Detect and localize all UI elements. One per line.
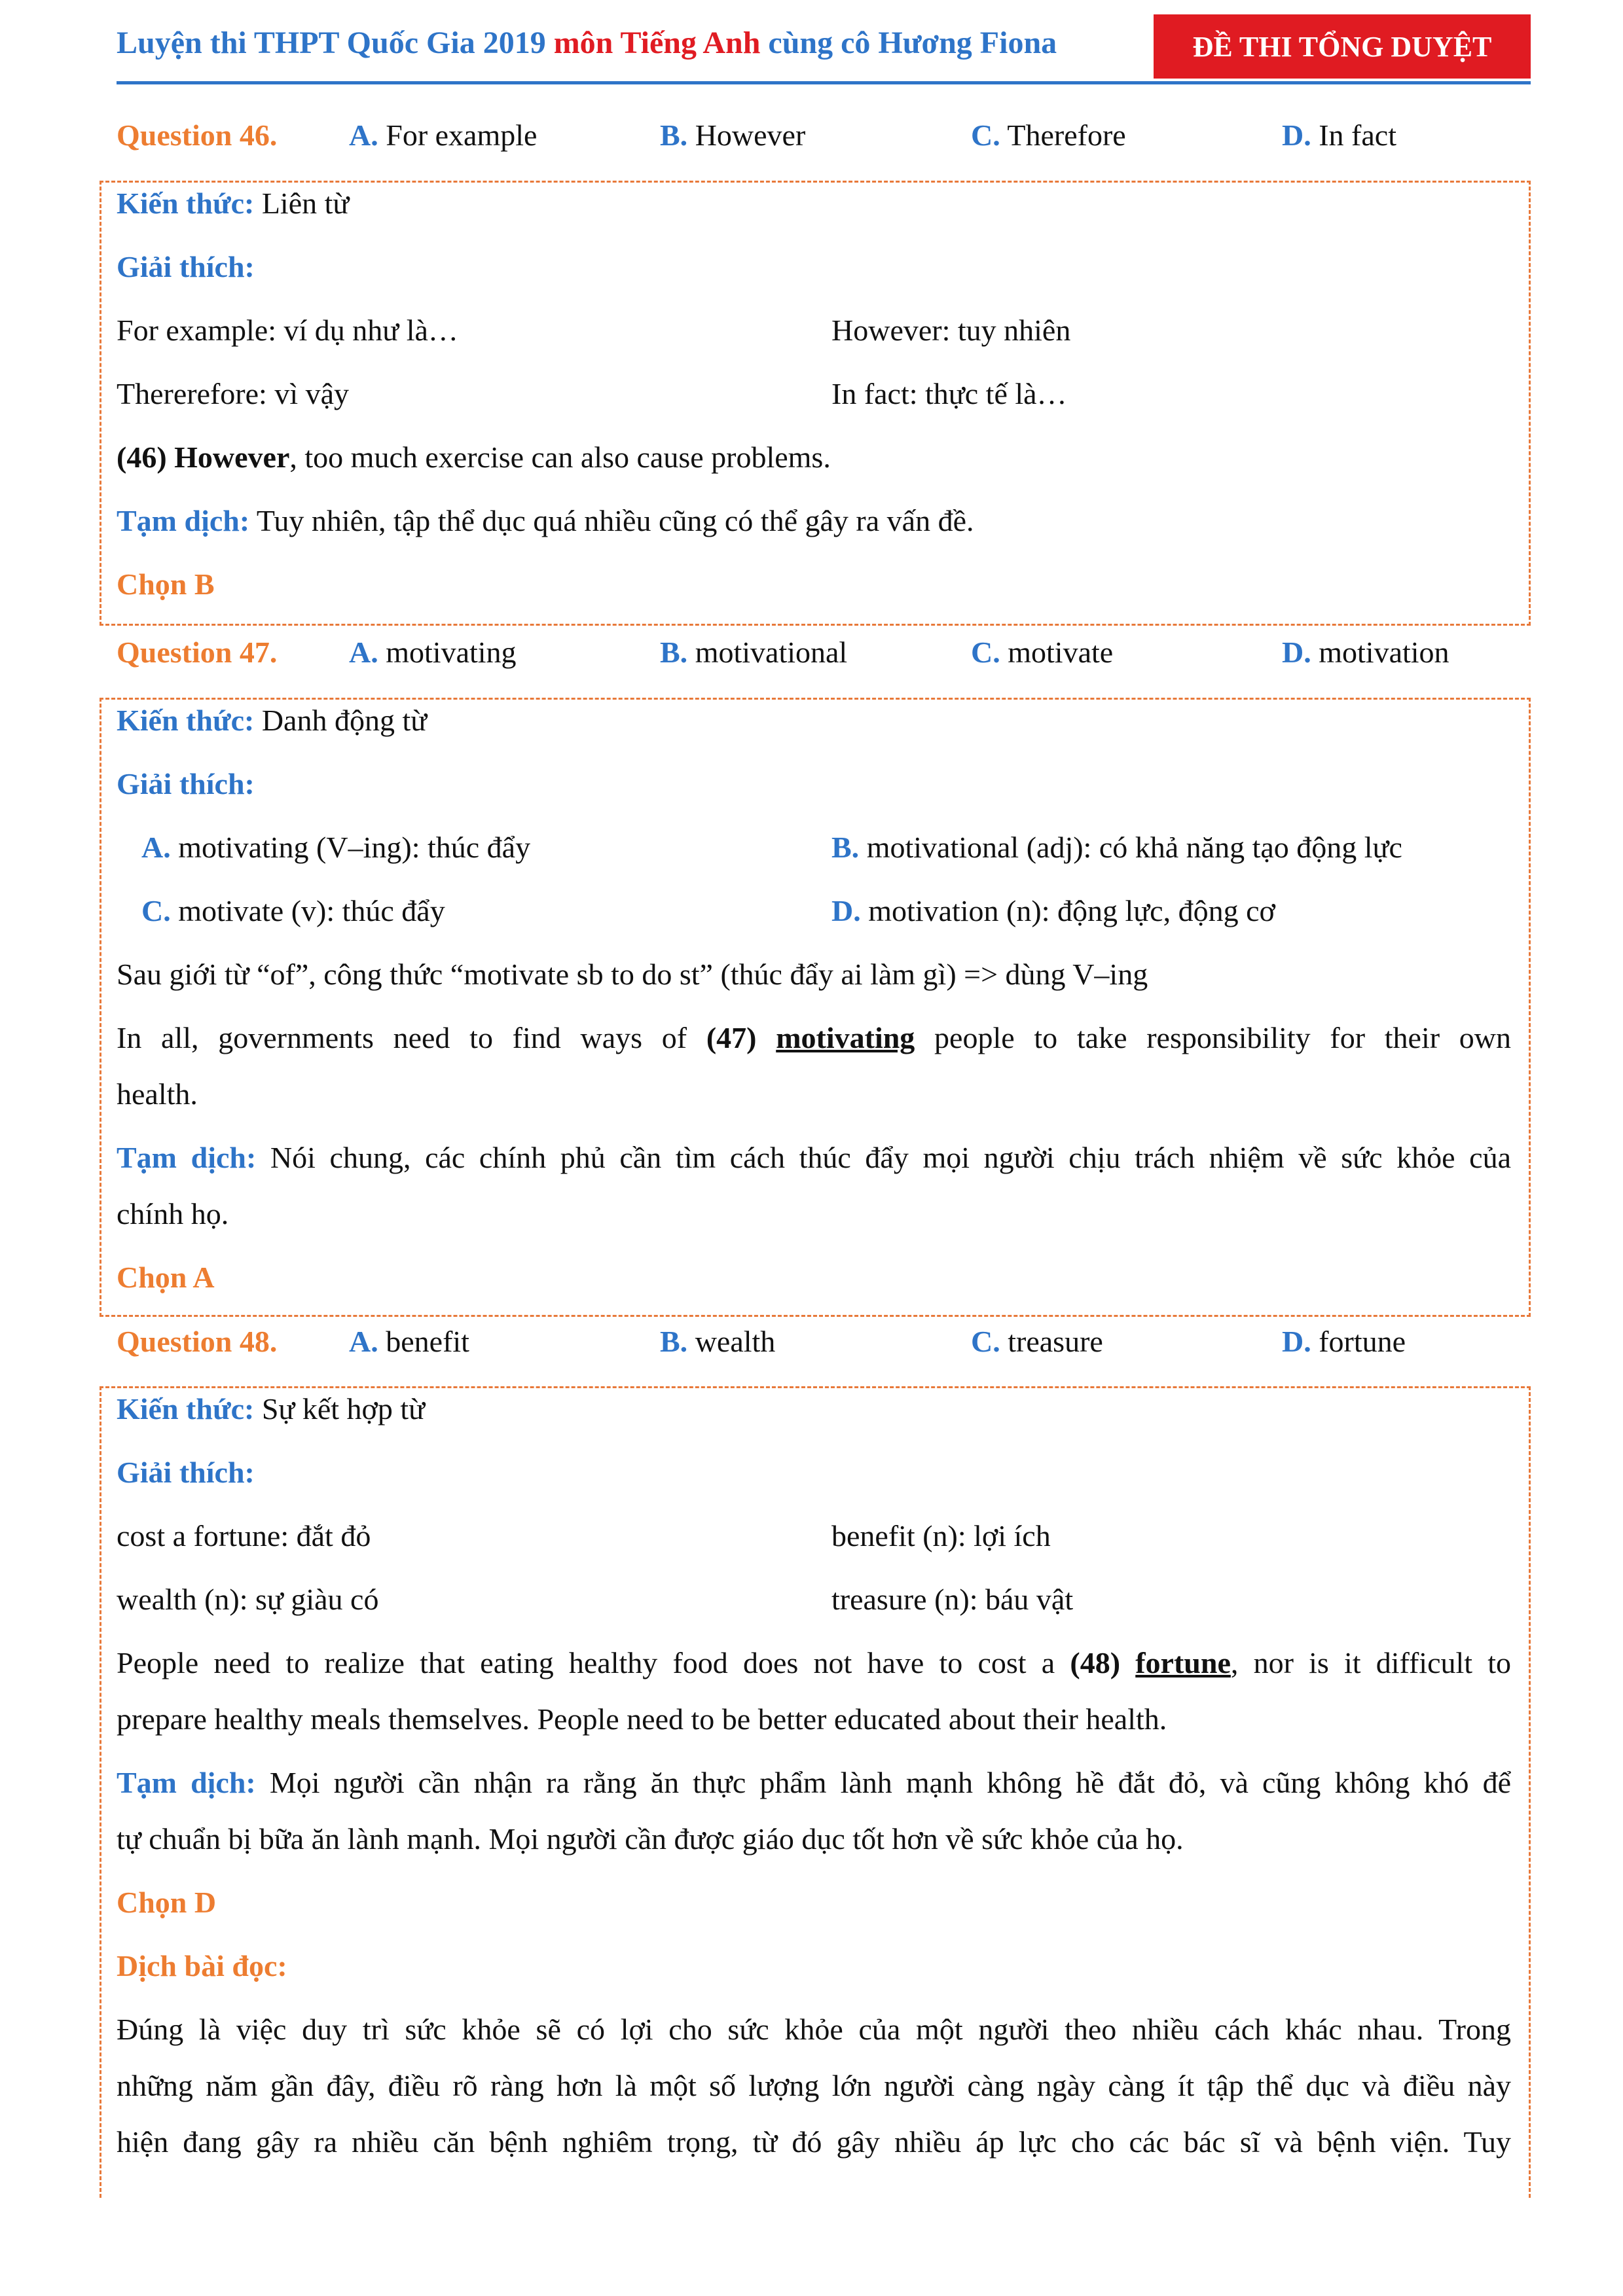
question-label: Question 46. [117, 118, 278, 152]
explanation-item: For example: ví dụ như là… [117, 314, 458, 347]
explanation-item: benefit (n): lợi ích [831, 1519, 1051, 1552]
option-b: B. However [660, 118, 806, 152]
knowledge-line: Kiến thức: Liên từ [117, 187, 350, 220]
grammar-rule: Sau giới từ “of”, công thức “motivate sb to do st” (thúc đẩy ai làm gì) => dùng V–ing [117, 958, 1148, 991]
translation-line: Tạm dịch: Mọi người cần nhận ra rằng ăn thực phẩm lành mạnh không hề đắt đỏ, và cũng không khó để [117, 1766, 1512, 1799]
option-a: A. benefit [349, 1325, 469, 1358]
explanation-item: C. motivate (v): thúc đẩy [141, 894, 445, 927]
reading-translation-line: những năm gần đây, điều rõ ràng hơn là một số lượng lớn người càng ngày càng ít tập thể dục và điều này [117, 2069, 1511, 2102]
answer-choice: Chọn D [117, 1886, 217, 1919]
knowledge-line: Kiến thức: Danh động từ [117, 704, 428, 737]
example-sentence-cont: health. [117, 1077, 198, 1111]
answer-choice: Chọn B [117, 567, 215, 601]
option-c: C. motivate [971, 636, 1114, 669]
header-title-part1: Luyện thi THPT Quốc Gia 2019 [117, 26, 546, 60]
translation-line-cont: chính họ. [117, 1197, 229, 1230]
explanation-heading: Giải thích: [117, 1456, 255, 1489]
example-sentence: In all, governments need to find ways of (47) motivating people to take responsibility for their own [117, 1021, 1512, 1054]
option-d: D. motivation [1282, 636, 1450, 669]
explanation-item: treasure (n): báu vật [831, 1583, 1074, 1616]
translation-line-cont: tự chuẩn bị bữa ăn lành mạnh. Mọi người cần được giáo dục tốt hơn về sức khỏe của họ. [117, 1822, 1184, 1856]
header-title-part2: môn Tiếng Anh [553, 26, 761, 60]
explanation-item: B. motivational (adj): có khả năng tạo động lực [831, 831, 1402, 864]
reading-translation-line: Đúng là việc duy trì sức khỏe sẽ có lợi cho sức khỏe của một người theo nhiều cách khác nhau. Trong [117, 2013, 1511, 2046]
question-46-options [117, 118, 1531, 157]
question-label: Question 48. [117, 1325, 278, 1358]
explanation-item: In fact: thực tế là… [831, 377, 1067, 410]
option-c: C. treasure [971, 1325, 1103, 1358]
header-title-part3: cùng cô Hương Fiona [768, 26, 1057, 60]
question-label: Question 47. [117, 636, 278, 669]
question-48-options [117, 1324, 1531, 1363]
explanation-item: cost a fortune: đắt đỏ [117, 1519, 371, 1552]
example-sentence-cont: prepare healthy meals themselves. People need to be better educated about their health. [117, 1702, 1167, 1736]
option-d: D. In fact [1282, 118, 1396, 152]
option-b: B. motivational [660, 636, 848, 669]
translation-line: Tạm dịch: Nói chung, các chính phủ cần tìm cách thúc đẩy mọi người chịu trách nhiệm về sức khỏe của [117, 1141, 1512, 1174]
example-sentence: People need to realize that eating healthy food does not have to cost a (48) fortune, nor is it difficult to [117, 1646, 1512, 1679]
explanation-item: wealth (n): sự giàu có [117, 1583, 379, 1616]
translation-line: Tạm dịch: Tuy nhiên, tập thể dục quá nhiều cũng có thể gây ra vấn đề. [117, 504, 974, 537]
exam-badge: ĐỀ THI TỔNG DUYỆT [1154, 14, 1531, 79]
header-title [117, 25, 1057, 61]
explanation-item: A. motivating (V–ing): thúc đẩy [141, 831, 531, 864]
reading-translation-heading: Dịch bài đọc: [117, 1949, 287, 1982]
explanation-item: Thererefore: vì vậy [117, 377, 350, 410]
option-b: B. wealth [660, 1325, 776, 1358]
explanation-item: D. motivation (n): động lực, động cơ [831, 894, 1275, 927]
explanation-heading: Giải thích: [117, 767, 255, 800]
explanation-heading: Giải thích: [117, 250, 255, 283]
option-a: A. For example [349, 118, 538, 152]
header-divider [117, 81, 1531, 84]
option-c: C. Therefore [971, 118, 1126, 152]
option-d: D. fortune [1282, 1325, 1406, 1358]
answer-box-47 [100, 698, 1531, 1317]
knowledge-line: Kiến thức: Sự kết hợp từ [117, 1392, 426, 1426]
answer-choice: Chọn A [117, 1261, 215, 1294]
explanation-item: However: tuy nhiên [831, 314, 1071, 347]
option-a: A. motivating [349, 636, 517, 669]
reading-translation-line: hiện đang gây ra nhiều căn bệnh nghiêm trọng, từ đó gây nhiều áp lực cho các bác sĩ và bệnh viện. Tuy [117, 2125, 1511, 2159]
example-sentence: (46) However, too much exercise can also cause problems. [117, 440, 831, 474]
question-47-options [117, 635, 1531, 674]
